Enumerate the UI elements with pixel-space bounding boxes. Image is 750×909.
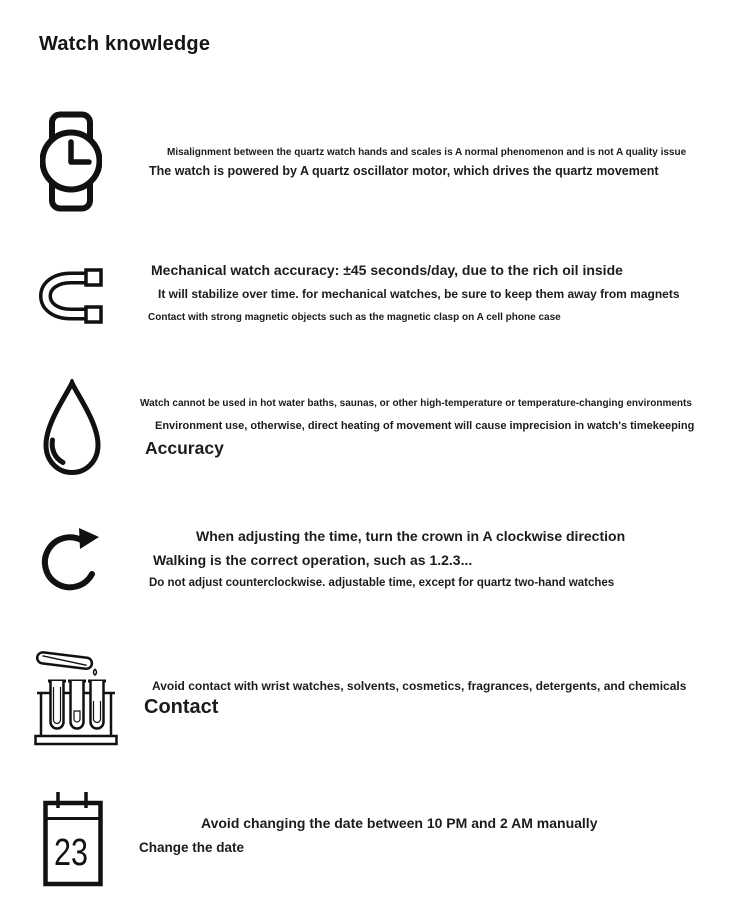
heading-contact: Contact [144,696,219,718]
note-correct-operation: Walking is the correct operation, such as 1.2.3... [153,552,473,568]
magnet-icon [37,265,107,327]
calendar-icon [41,789,105,888]
note-hot-water: Watch cannot be used in hot water baths, saunas, or other high-temperature or temperature-changing environments [140,398,692,409]
note-keep-away-magnets: It will stabilize over time. for mechanical watches, be sure to keep them away from magnets [158,287,680,301]
page-title: Watch knowledge [39,33,211,55]
heading-accuracy: Accuracy [145,438,224,458]
note-magnetic-contact: Contact with strong magnetic objects such as the magnetic clasp on A cell phone case [148,312,561,323]
note-quartz-misalignment: Misalignment between the quartz watch hands and scales is A normal phenomenon and is not A quality issue [167,147,687,158]
note-quartz-motor: The watch is powered by A quartz oscillator motor, which drives the quartz movement [149,164,659,178]
note-turn-crown-clockwise: When adjusting the time, turn the crown in A clockwise direction [196,528,626,544]
clockwise-arrow-icon [36,521,108,595]
water-drop-icon [38,379,106,478]
calendar-date: 23 [54,832,88,874]
note-avoid-date-change: Avoid changing the date between 10 PM and 2 AM manually [201,815,598,831]
note-avoid-chemicals: Avoid contact with wrist watches, solvents, cosmetics, fragrances, detergents, and chemicals [152,679,687,693]
test-tubes-icon [34,647,118,749]
wristwatch-icon [40,111,102,212]
note-mechanical-accuracy: Mechanical watch accuracy: ±45 seconds/day, due to the rich oil inside [151,262,623,278]
heading-change-the-date: Change the date [139,840,245,855]
note-heating-imprecision: Environment use, otherwise, direct heating of movement will cause imprecision in watch's timekeeping [155,420,695,432]
note-no-counterclockwise: Do not adjust counterclockwise. adjustable time, except for quartz two-hand watches [149,577,615,589]
